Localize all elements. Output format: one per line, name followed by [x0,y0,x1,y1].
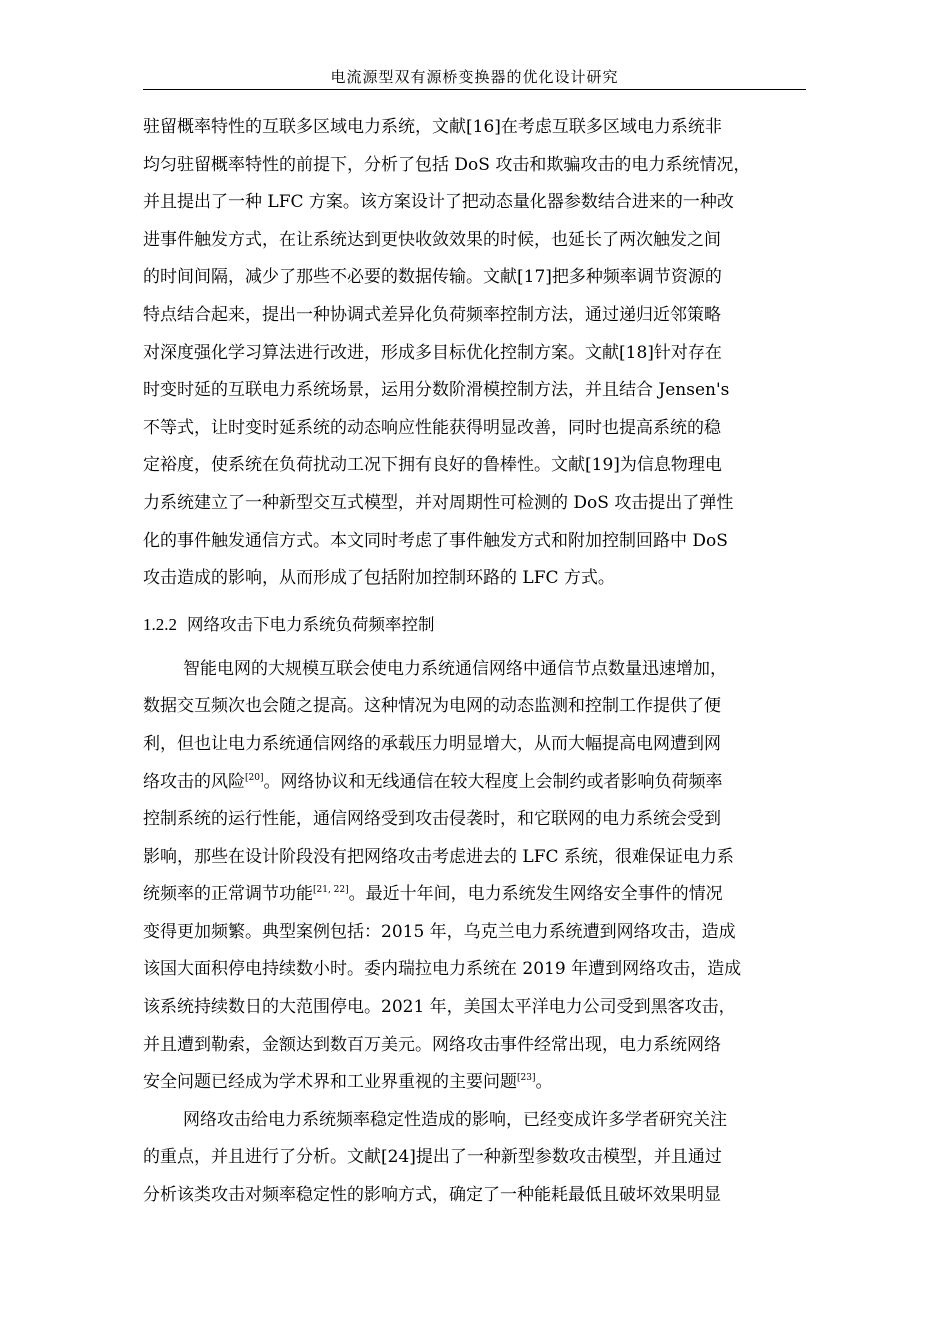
text-line: 攻击造成的影响，从而形成了包括附加控制环路的 LFC 方式。 [143,568,615,589]
paragraph-1 [143,109,806,598]
text-line: 智能电网的大规模互联会使电力系统通信网络中通信节点数量迅速增加， [183,658,727,679]
text-line: 特点结合起来，提出一种协调式差异化负荷频率控制方法，通过递归近邻策略 [143,304,721,325]
text-line: 力系统建立了一种新型交互式模型，并对周期性可检测的 DoS 攻击提出了弹性 [143,492,734,513]
text-line: 该国大面积停电持续数小时。委内瑞拉电力系统在 2019 年遭到网络攻击，造成 [143,959,742,980]
header-rule [143,89,806,90]
text-line [143,1064,806,1102]
paragraph-3 [143,1102,806,1215]
text-line: 该系统持续数日的大范围停电。2021 年，美国太平洋电力公司受到黑客攻击， [143,997,736,1018]
text-line [143,764,806,802]
text-line: 控制系统的运行性能，通信网络受到攻击侵袭时，和它联网的电力系统会受到 [143,809,721,830]
section-number: 1.2.2 [143,614,177,634]
body-text [143,109,806,1215]
text-line: 利，但也让电力系统通信网络的承载压力明显增大，从而大幅提高电网遭到网 [143,733,721,754]
text-fragment: 安全问题已经成为学术界和工业界重视的主要问题 [143,1072,517,1093]
text-line: 定裕度，使系统在负荷扰动工况下拥有良好的鲁棒性。文献[19]为信息物理电 [143,455,722,476]
citation-ref: [20] [245,772,264,783]
section-title: 网络攻击下电力系统负荷频率控制 [187,614,435,634]
text-line: 时变时延的互联电力系统场景，运用分数阶滑模控制方法，并且结合 Jensen's [143,380,730,401]
text-line: 网络攻击给电力系统频率稳定性造成的影响，已经变成许多学者研究关注 [183,1109,727,1130]
text-line: 影响，那些在设计阶段没有把网络攻击考虑进去的 LFC 系统，很难保证电力系 [143,846,734,867]
text-line: 的重点，并且进行了分析。文献[24]提出了一种新型参数攻击模型，并且通过 [143,1147,722,1168]
text-line: 进事件触发方式，在让系统达到更快收敛效果的时候，也延长了两次触发之间 [143,229,721,250]
text-line [143,876,806,914]
text-line: 化的事件触发通信方式。本文同时考虑了事件触发方式和附加控制回路中 DoS [143,530,728,551]
running-header: 电流源型双有源桥变换器的优化设计研究 [330,68,619,86]
text-fragment: 。网络协议和无线通信在较大程度上会制约或者影响负荷频率 [263,771,723,792]
text-fragment: 。最近十年间，电力系统发生网络安全事件的情况 [348,884,723,905]
citation-ref: [23] [517,1073,536,1084]
text-fragment: 络攻击的风险 [143,771,245,792]
text-line: 的时间间隔，减少了那些不必要的数据传输。文献[17]把多种频率调节资源的 [143,267,722,288]
text-line: 并且提出了一种 LFC 方案。该方案设计了把动态量化器参数结合进来的一种改 [143,192,734,213]
text-line: 均匀驻留概率特性的前提下，分析了包括 DoS 攻击和欺骗攻击的电力系统情况， [143,154,751,175]
text-line: 不等式，让时变时延系统的动态响应性能获得明显改善，同时也提高系统的稳 [143,417,721,438]
text-line: 数据交互频次也会随之提高。这种情况为电网的动态监测和控制工作提供了便 [143,696,721,717]
text-line: 变得更加频繁。典型案例包括：2015 年，乌克兰电力系统遭到网络攻击，造成 [143,921,736,942]
citation-ref: [21, 22] [313,885,349,896]
text-fragment: 。 [535,1072,553,1093]
text-line: 并且遭到勒索，金额达到数百万美元。网络攻击事件经常出现，电力系统网络 [143,1034,721,1055]
text-line: 对深度强化学习算法进行改进，形成多目标优化控制方案。文献[18]针对存在 [143,342,722,363]
text-line: 驻留概率特性的互联多区域电力系统，文献[16]在考虑互联多区域电力系统非 [143,117,722,137]
text-fragment: 统频率的正常调节功能 [143,884,313,905]
paragraph-2 [143,651,806,1102]
section-heading [143,606,806,643]
text-line: 分析该类攻击对频率稳定性的影响方式，确定了一种能耗最低且破坏效果明显 [143,1185,721,1206]
